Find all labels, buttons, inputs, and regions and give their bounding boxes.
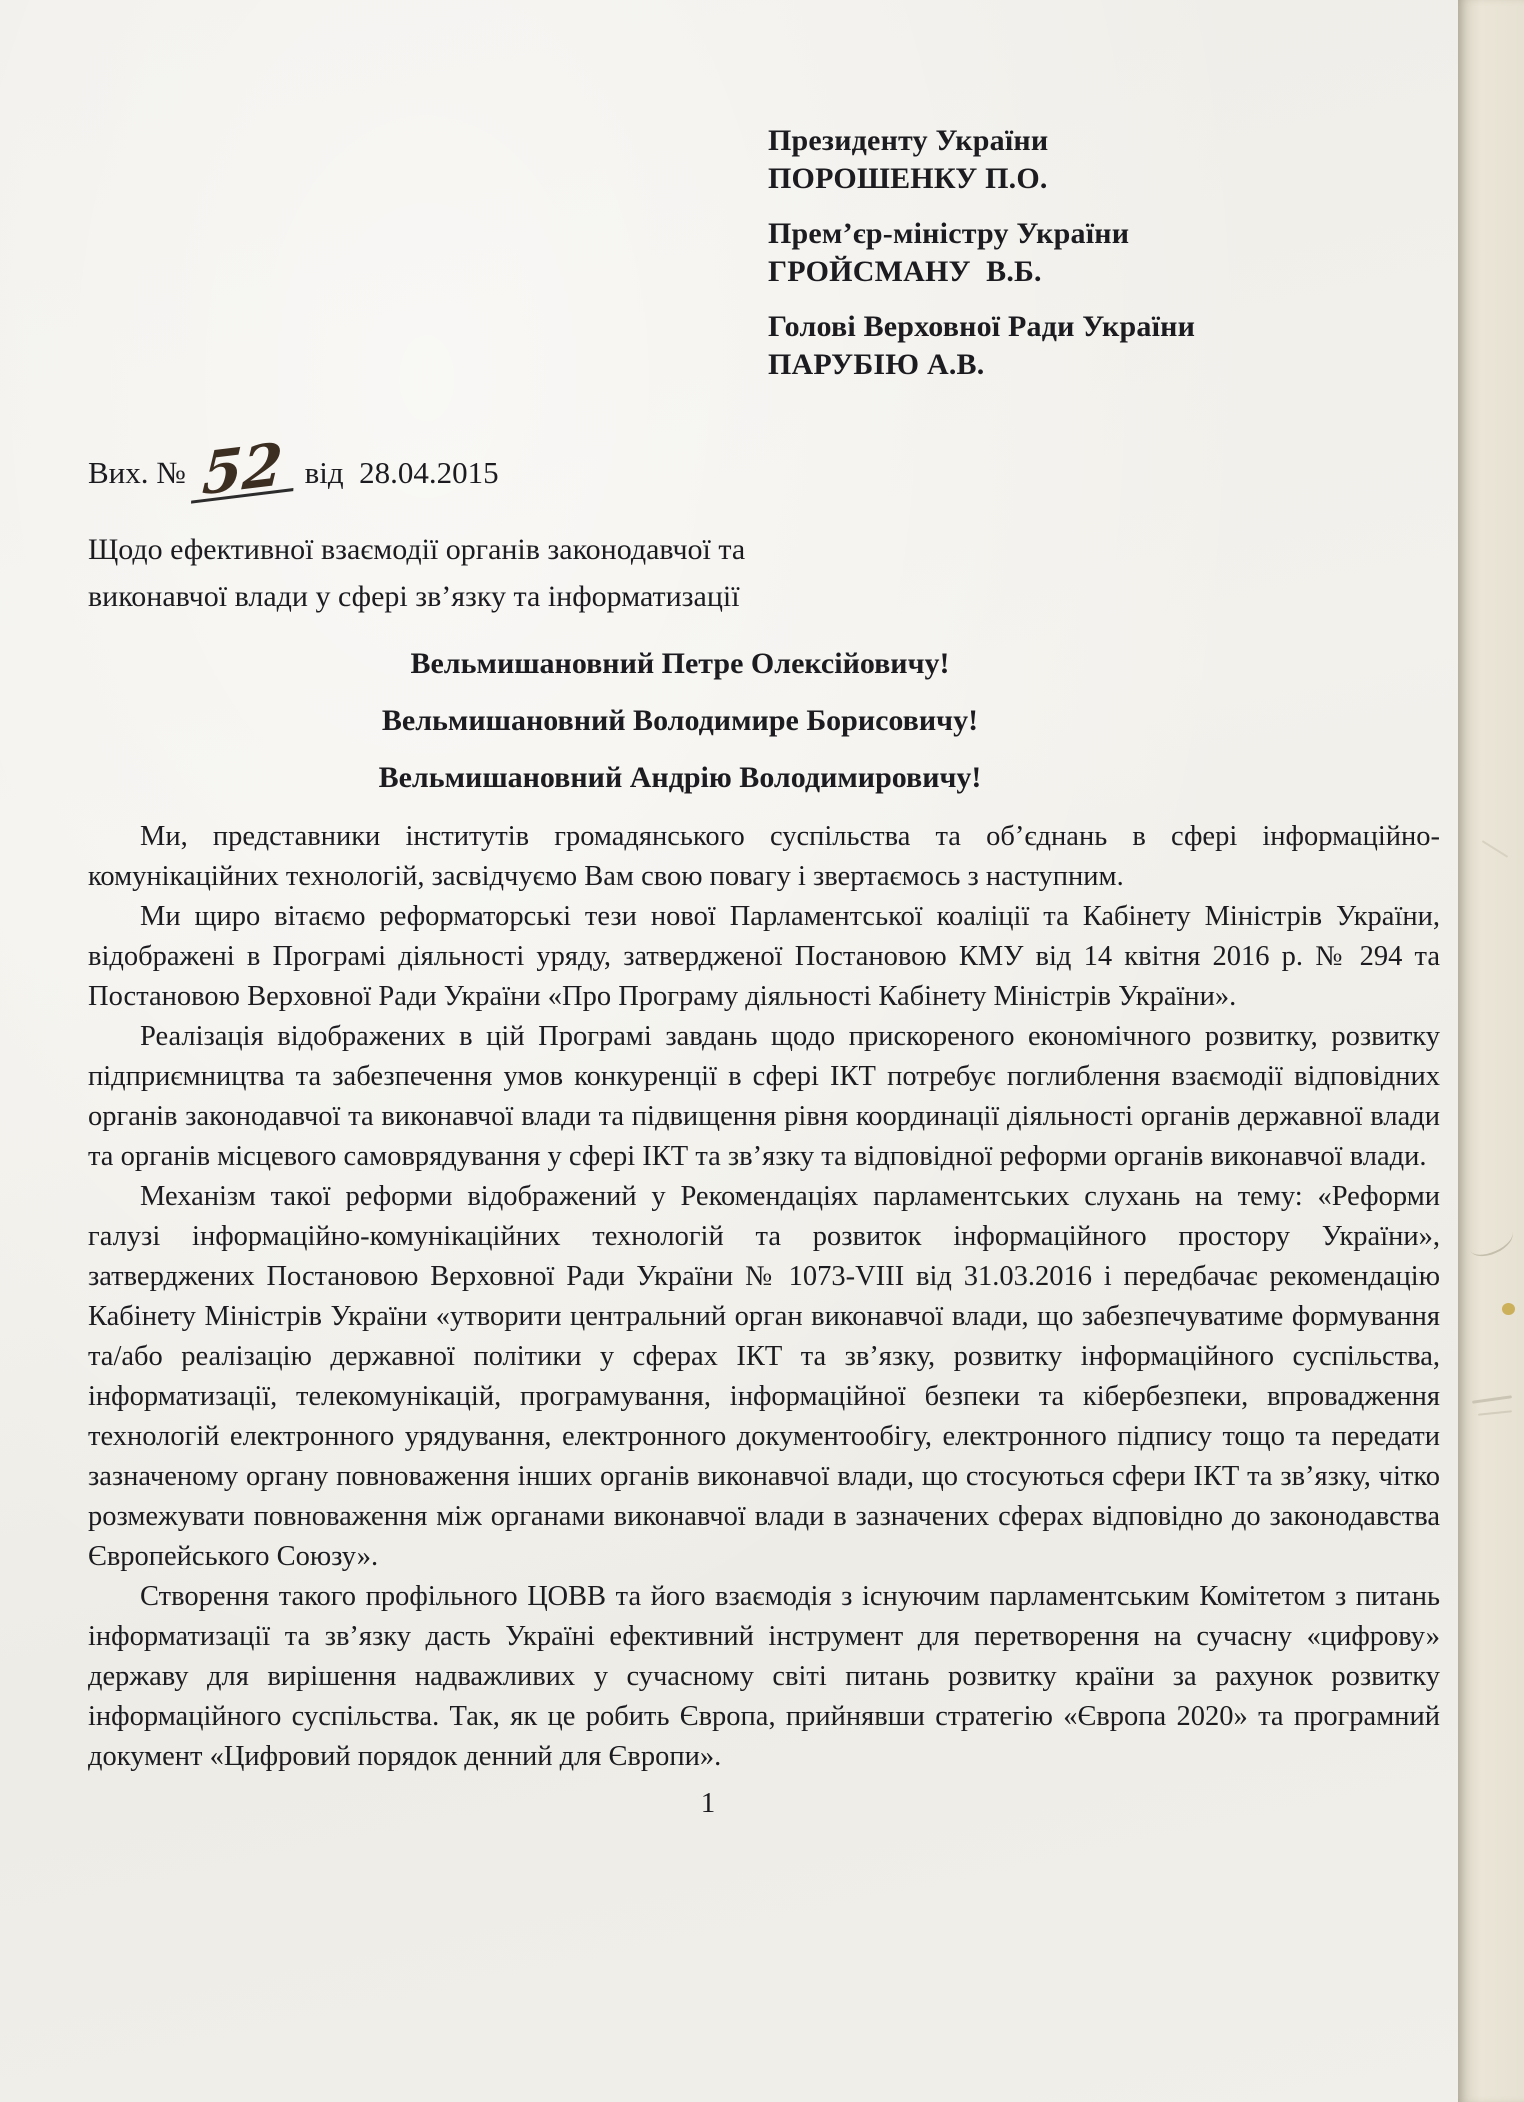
addressee-president xyxy=(768,122,1368,198)
salutation-parubiy: Вельмишановний Андрію Володимировичу! xyxy=(378,761,982,794)
subject-block xyxy=(88,526,1368,620)
scan-edge-band xyxy=(1458,0,1524,2102)
page-number: 1 xyxy=(700,1787,716,1819)
salutation-groysman: Вельмишановний Володимире Борисовичу! xyxy=(381,704,979,737)
salutations-block xyxy=(88,646,1368,796)
paragraph-realization-needs: Реалізація відображених в цій Програмі завдань щодо прискореного економічного розвитку, розвитку підприємництва та забезпечення умов конкуренції в сфері ІКТ потребує поглиблення взаємодії відповідних органів законодавчої та виконавчої влади та підвищення рівня координації діяльності органів державної влади та органів місцевого самоврядування у сфері ІКТ та зв’язку та відповідної реформи органів виконавчої влади. xyxy=(88,1021,1440,1172)
addressee-name: ПАРУБІЮ А.В. xyxy=(768,348,985,381)
reference-line xyxy=(88,429,1368,509)
reference-prefix: Вих. № xyxy=(88,455,186,490)
paragraph-introduction: Ми, представники інститутів громадянського суспільства та об’єднань в сфері інформаційно-комунікаційних технологій, засвідчуємо Вам свою повагу і звертаємось з наступним. xyxy=(88,821,1440,892)
addressee-block xyxy=(768,122,1368,384)
addressee-role: Голові Верховної Ради України xyxy=(768,310,1196,343)
paragraph-reform-mechanism: Механізм такої реформи відображений у Рекомендаціях парламентських слухань на тему: «Реформи галузі інформаційно-комунікаційних технологій та розвиток інформаційного простору України», затверджених Постановою Верховної Ради України № 1073-VIII від 31.03.2016 і передбачає рекомендацію Кабінету Міністрів України «утворити центральний орган виконавчої влади, що забезпечуватиме формування та/або реалізацію державної політики у сферах ІКТ та зв’язку, розвитку інформаційного суспільства, інформатизації, телекомунікацій, програмування, інформаційної безпеки та кібербезпеки, впровадження технологій електронного урядування, електронного документообігу, електронного підпису тощо та передати зазначеному органу повноваження інших органів виконавчої влади, що стосуються сфери ІКТ та зв’язку, чітко розмежувати повноваження між органами виконавчої влади в зазначених сферах відповідно до законодавства Європейського Союзу». xyxy=(88,1181,1440,1572)
paragraph-program-welcome: Ми щиро вітаємо реформаторські тези нової Парламентської коаліції та Кабінету Міністрів України, відображені в Програмі діяльності уряду, затвердженої Постановою КМУ від 14 квітня 2016 р. № 294 та Постановою Верховної Ради України «Про Програму діяльності Кабінету Міністрів України». xyxy=(88,901,1440,1012)
addressee-role: Прем’єр-міністру України xyxy=(768,217,1130,250)
addressee-name: ГРОЙСМАНУ В.Б. xyxy=(768,255,1042,288)
letter-body xyxy=(88,817,1440,1777)
handwritten-outgoing-number: 52 xyxy=(191,439,296,503)
addressee-name: ПОРОШЕНКУ П.О. xyxy=(768,162,1048,195)
reference-date: від 28.04.2015 xyxy=(304,455,499,490)
salutation-poroshenko: Вельмишановний Петре Олексійовичу! xyxy=(410,647,950,680)
subject-line: Щодо ефективної взаємодії органів законодавчої та xyxy=(88,533,746,566)
addressee-role: Президенту України xyxy=(768,124,1049,157)
scan-artifact-yellow-dot xyxy=(1502,1303,1515,1315)
paragraph-covv-creation: Створення такого профільного ЦОВВ та його взаємодія з існуючим парламентським Комітетом з питань інформатизації та зв’язку дасть Україні ефективний інструмент для перетворення на сучасну «цифрову» державу для вирішення надважливих у сучасному світі питань розвитку країни за рахунок розвитку інформаційного суспільства. Так, як це робить Європа, прийнявши стратегію «Європа 2020» та програмний документ «Цифровий порядок денний для Європи». xyxy=(88,1581,1440,1772)
addressee-prime-minister xyxy=(768,215,1368,291)
subject-line: виконавчої влади у сфері зв’язку та інформатизації xyxy=(88,580,740,613)
addressee-parliament-head xyxy=(768,308,1368,384)
